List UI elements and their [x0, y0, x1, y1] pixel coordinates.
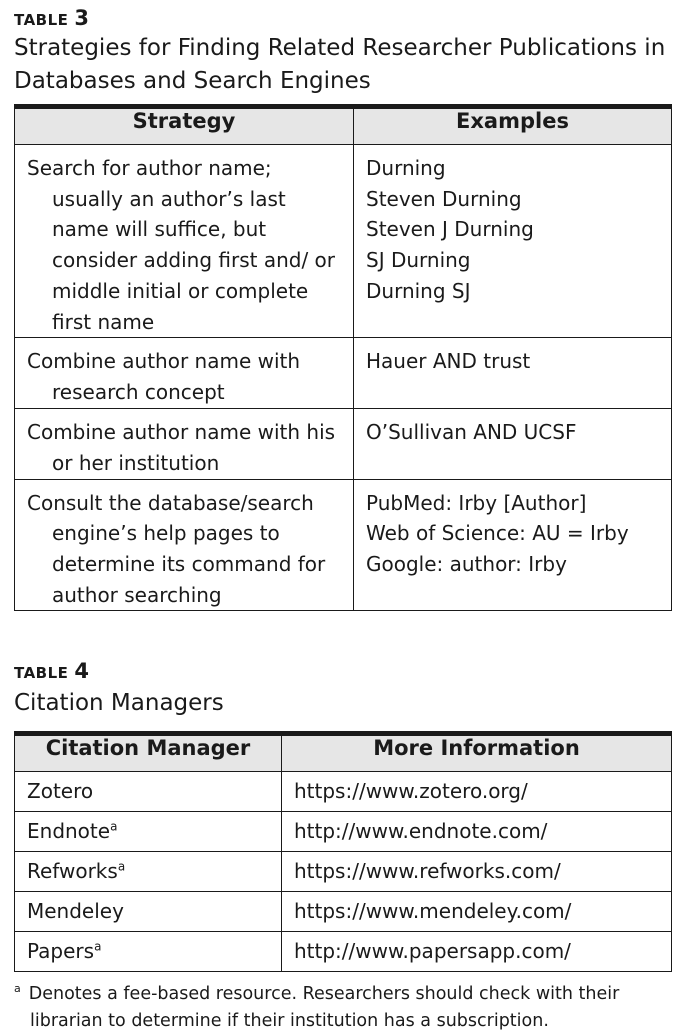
- table3: [14, 104, 672, 611]
- examples-cell: [354, 145, 672, 338]
- table4-number: 4: [74, 659, 90, 683]
- citation-manager-url: https://www.mendeley.com/: [294, 899, 572, 923]
- table3-number: 3: [74, 6, 90, 30]
- citation-manager-cell: [15, 772, 282, 812]
- table4-header-more-information: More Information: [282, 734, 672, 772]
- example-text: O’Sullivan AND UCSF: [366, 420, 577, 445]
- footnote-marker: a: [94, 939, 102, 954]
- table4-header-row: [15, 734, 672, 772]
- table3-header-row: [15, 107, 672, 145]
- strategy-text: Consult the database/search engine’s help pages to determine its command for author searching: [27, 490, 326, 607]
- example-text: Hauer AND trust: [366, 349, 531, 374]
- table-row: [15, 772, 672, 812]
- table-row: [15, 852, 672, 892]
- citation-manager-cell: [15, 892, 282, 932]
- example-text: Durning SJ: [366, 278, 471, 303]
- table4-label-text: TABLE: [14, 664, 69, 682]
- footnote-marker: a: [110, 819, 118, 834]
- url-cell: [282, 932, 672, 972]
- strategy-text: Search for author name; usually an author’s last name will suffice, but consider adding first and/ or middle initial or complete first name: [27, 156, 336, 334]
- table3-header-strategy: Strategy: [15, 107, 354, 145]
- examples-cell: [354, 479, 672, 611]
- example-text: Google: author: Irby: [366, 552, 567, 577]
- citation-manager-name: Zotero: [27, 779, 94, 803]
- url-cell: [282, 852, 672, 892]
- citation-manager-name: Mendeley: [27, 899, 124, 923]
- citation-manager-url: https://www.refworks.com/: [294, 859, 561, 883]
- example-text: Steven Durning: [366, 186, 522, 211]
- table4: [14, 731, 672, 972]
- url-cell: [282, 892, 672, 932]
- example-text: Steven J Durning: [366, 217, 534, 242]
- strategy-cell: [15, 479, 354, 611]
- footnote-mark: a: [14, 982, 21, 996]
- table4-title: Citation Managers: [14, 690, 224, 716]
- examples-cell: [354, 338, 672, 409]
- table3-header-examples: Examples: [354, 107, 672, 145]
- strategy-cell: [15, 338, 354, 409]
- table4-header-citation-manager: Citation Manager: [15, 734, 282, 772]
- table-row: [15, 812, 672, 852]
- table-row: [15, 932, 672, 972]
- table3-label: [14, 6, 90, 30]
- table-row: [15, 338, 672, 409]
- citation-manager-name: Refworks: [27, 859, 118, 883]
- table4-label: [14, 659, 90, 683]
- citation-manager-name: Papers: [27, 939, 95, 963]
- footnote-marker: a: [117, 859, 126, 874]
- table-row: [15, 479, 672, 611]
- strategy-text: Combine author name with his or her institution: [27, 420, 336, 475]
- citation-manager-name: Endnote: [27, 819, 111, 843]
- citation-manager-url: http://www.papersapp.com/: [294, 939, 571, 963]
- citation-manager-cell: [15, 852, 282, 892]
- examples-cell: [354, 409, 672, 479]
- url-cell: [282, 812, 672, 852]
- table-row: [15, 409, 672, 479]
- citation-manager-url: http://www.endnote.com/: [294, 819, 548, 843]
- table-row: [15, 892, 672, 932]
- table-row: [15, 145, 672, 338]
- example-text: SJ Durning: [366, 248, 471, 273]
- strategy-cell: [15, 409, 354, 479]
- table4-footnote: [14, 981, 670, 1035]
- strategy-text: Combine author name with research concept: [27, 349, 301, 404]
- table3-title: Strategies for Finding Related Researcher Publications in Databases and Search Engines: [14, 35, 666, 94]
- citation-manager-cell: [15, 932, 282, 972]
- table3-label-text: TABLE: [14, 11, 69, 29]
- citation-manager-cell: [15, 812, 282, 852]
- example-text: Durning: [366, 156, 446, 180]
- example-text: Web of Science: AU = Irby: [366, 521, 629, 546]
- strategy-cell: [15, 145, 354, 338]
- footnote-text: Denotes a fee-based resource. Researchers should check with their librarian to determine if their institution has a subscription.: [28, 984, 620, 1031]
- citation-manager-url: https://www.zotero.org/: [294, 779, 528, 803]
- url-cell: [282, 772, 672, 812]
- example-text: PubMed: Irby [Author]: [366, 490, 587, 515]
